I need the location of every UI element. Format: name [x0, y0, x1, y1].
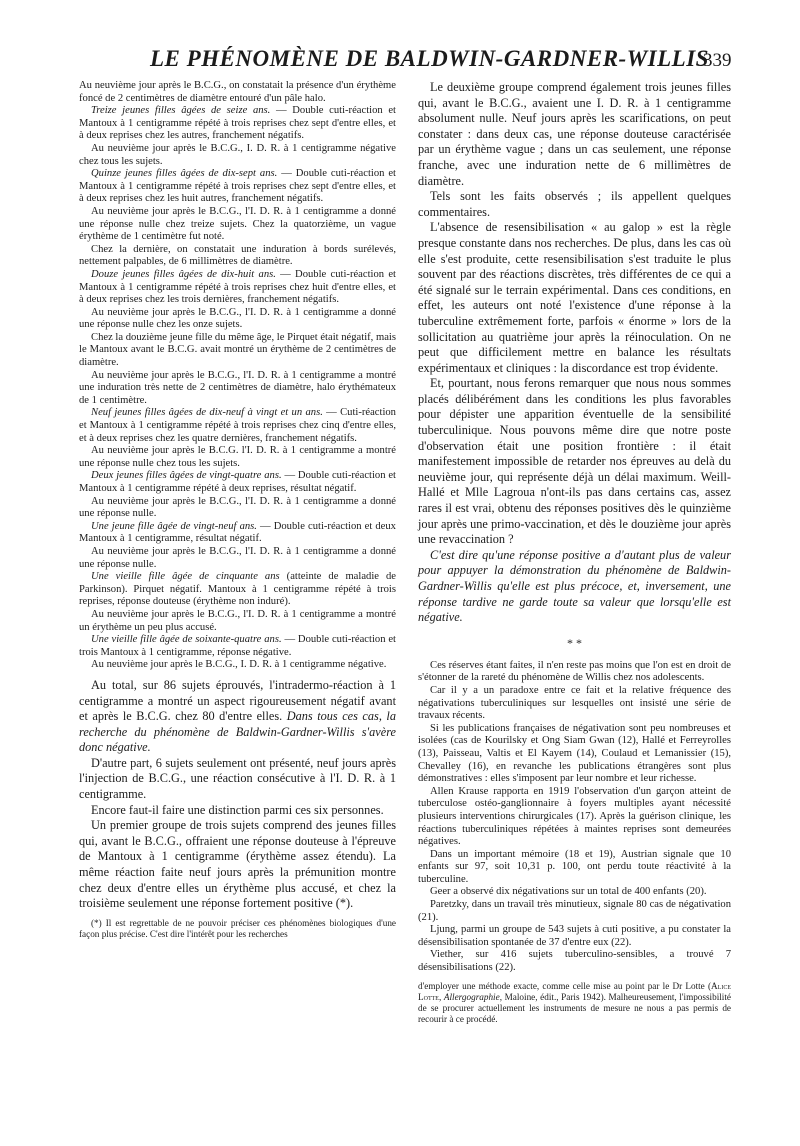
paragraph: Au neuvième jour après le B.C.G. l'I. D. R. à 1 centigramme a montré une réponse nulle chez tous les sujets. [79, 445, 396, 469]
paragraph [79, 678, 396, 756]
paragraph-text: — Cuti-réaction et Mantoux à 1 centigramme répété à trois reprises chez cinq d'entre elles, et à deux reprises chez les quatre dernières, franchement négatifs. [79, 407, 396, 444]
paragraph [79, 634, 396, 659]
paragraph: Viether, sur 416 sujets tuberculino-sensibles, a trouvé 7 désensibilisations (22). [418, 949, 731, 974]
discussion-left [79, 678, 396, 912]
discussion-right [418, 80, 731, 626]
paragraph-text: (atteinte de maladie de Parkinson). Pirquet négatif. Mantoux à 1 centigramme répété à trois reprises, réponse douteuse (érythème non induré). [79, 571, 396, 608]
paragraph: D'autre part, 6 sujets seulement ont présenté, neuf jours après l'injection de B.C.G., une réaction consécutive à l'I. D. R. à 1 centigramme. [79, 755, 396, 802]
paragraph [79, 269, 396, 307]
case-heading: Treize jeunes filles âgées de seize ans. [91, 105, 271, 117]
footnote [79, 918, 396, 940]
paragraph-text: Au total, sur 86 sujets éprouvés, l'intradermo-réaction à 1 centigramme a montré un aspect rigoureusement négatif avant et après le B.C.G. chez 80 d'entre elles. [79, 677, 396, 724]
footnote-text: (*) Il est regrettable de ne pouvoir préciser ces phénomènes biologiques d'une façon plus précise. C'est dire l'intérêt pour les recherches [79, 917, 396, 939]
case-heading: Une vieille fille âgée de cinquante ans [91, 571, 280, 583]
paragraph: Au neuvième jour après le B.C.G., l'I. D. R. à 1 centigramme a montré une induration très nette de 2 centimètres de diamètre, halo érythémateux de 1 centimètre. [79, 369, 396, 406]
paragraph [79, 407, 396, 445]
footnote-text [418, 981, 731, 1025]
paragraph [79, 105, 396, 143]
page-number: 339 [703, 50, 732, 71]
paragraph: Au neuvième jour après le B.C.G., l'I. D. R. à 1 centigramme a montré un érythème un peu plus accusé. [79, 608, 396, 633]
footnote-continuation [418, 981, 731, 1025]
paragraph: Chez la dernière, on constatait une induration à bords surélevés, nettement palpables, de 6 millimètres de diamètre. [79, 243, 396, 268]
paragraph: Car il y a un paradoxe entre ce fait et la relative fréquence des négativations tuberculiniques sur lesquelles ont insisté une série de travaux récents. [418, 684, 731, 722]
paragraph: Le deuxième groupe comprend également trois jeunes filles qui, avant le B.C.G., avaient une I. D. R. à 1 centigramme absolument nulle. Neuf jours après les scarifications, on peut constater : dans deux cas, une réponse douteuse caractérisée par un érythème vague ; dans un cas seulement, une réponse franche, avec une induration nette de 6 millimètres de diamètre. [418, 80, 731, 188]
paragraph-text: — Double cuti-réaction et Mantoux à 1 centigramme répété à trois reprises chez sept d'entre elles, et à deux reprises chez les huit autres, franchement négatifs. [79, 168, 397, 205]
paragraph: Au neuvième jour après le B.C.G., l'I. D. R. à 1 centigramme a donné une réponse nulle chez treize sujets. Chez la quatorzième, un vague érythème de 1 centimètre fut noté. [79, 205, 396, 243]
emphasis-text: Dans tous ces cas, la recherche du phénomène de Baldwin-Gardner-Willis s'avère donc négative. [79, 709, 396, 755]
footnote-segment: , Maloine, édit., Paris 1942). Malheureusement, l'impossibilité de se procurer actuellement les instruments de mesure ne nous a pas permis de recourir à ce procédé. [418, 991, 731, 1024]
case-heading: Quinze jeunes filles âgées de dix-sept ans. [91, 168, 278, 180]
footnote-segment: , [438, 991, 444, 1002]
case-heading: Une jeune fille âgée de vingt-neuf ans. [91, 520, 257, 532]
paragraph: Paretzky, dans un travail très minutieux, signale 80 cas de négativation (21). [418, 899, 731, 923]
literature-review [418, 660, 731, 975]
paragraph: Dans un important mémoire (18 et 19), Austrian signale que 10 enfants sur 97, soit 10,31 p. 100, ont perdu toute réactivité à la tuberculine. [418, 848, 731, 885]
paragraph: Si les publications françaises de négativation sont peu nombreuses et isolées (cas de Kourilsky et Ong Siam Gwan (12), Hallé et Ferreyrolles (13), Paisseau, Valtis et El Kayem (14), Coulaud et Lemanissier (15), Chevalley (16), en revanche les publications étrangères sont plus démonstratives : elles s'imposent par leur nombre et leur richesse. [418, 722, 731, 785]
paragraph-text: — Double cuti-réaction et trois Mantoux à 1 centigramme, réponse négative. [79, 634, 396, 658]
paragraph-text: — Double cuti-réaction et Mantoux à 1 centigramme répété à trois reprises chez sept d'entre elles, et à deux reprises chez les autres, franchement négatifs. [79, 105, 396, 142]
paragraph: Ces réserves étant faites, il n'en reste pas moins que l'on est en droit de s'étonner de la rareté du phénomène de Willis chez nos adolescents. [418, 659, 731, 684]
paragraph: Au neuvième jour après le B.C.G., on constatait la présence d'un érythème foncé de 2 centimètres de diamètre entouré d'un pâle halo. [79, 80, 396, 104]
paragraph: Ljung, parmi un groupe de 543 sujets à cuti positive, a pu constater la désensibilisation spontanée de 37 d'entre eux (22). [418, 924, 731, 948]
paragraph [79, 521, 396, 546]
paragraph: Allen Krause rapporta en 1919 l'observation d'un garçon atteint de tuberculose ostéo-ganglionnaire à foyers multiples ayant nécessité plusieurs interventions chirurgicales (17). Après la guérison clinique, les réactions tuberculiniques répétées à maintes reprises sont demeurées négatives. [418, 785, 731, 848]
paragraph: Geer a observé dix négativations sur un total de 400 enfants (20). [430, 886, 707, 898]
paragraph: Un premier groupe de trois sujets comprend des jeunes filles qui, avant le B.C.G., offraient une réponse douteuse à l'épreuve de Mantoux à 1 centigramme (érythème assez étendu). La même réaction faite neuf jours après la prémunition montre chez deux d'entre elles un érythème plus accusé, et chez la troisième seulement une réponse fortement positive (*). [79, 818, 396, 911]
paragraph-text: — Double cuti-réaction et deux Mantoux à 1 centigramme, résultat négatif. [79, 520, 396, 545]
left-column [79, 80, 396, 940]
paragraph: Au neuvième jour après le B.C.G., l'I. D. R. à 1 centigramme a donné une réponse nulle chez les onze sujets. [79, 306, 396, 331]
paragraph: Au neuvième jour après le B.C.G., l'I. D. R. à 1 centigramme a donné une réponse nulle. [79, 545, 396, 570]
right-column [418, 80, 731, 1025]
paragraph-text: — Double cuti-réaction et Mantoux à 1 centigramme répété à trois reprises chez huit d'entre elles, et à deux reprises chez les trois dernières, franchement négatifs. [79, 268, 396, 306]
paragraph: Au neuvième jour après le B.C.G., I. D. R. à 1 centigramme négative chez tous les sujets. [79, 142, 396, 167]
case-heading: Une vieille fille âgée de soixante-quatre ans. [91, 634, 282, 646]
footnote-segment: d'employer une méthode exacte, comme celle mise au point par le Dr Lotte ( [418, 980, 712, 991]
paragraph [79, 571, 396, 609]
paragraph: L'absence de resensibilisation « au galop » est la règle presque constante dans nos recherches. De plus, dans les cas où elle s'est produite, cette resensibilisation s'est traduite le plus souvent par des réactions discrètes, très différentes de ce qui a été signalé sur le terrain expérimental. Dans ces conditions, en effet, les auteurs ont noté l'existence d'une réponse à la tuberculine extrêmement forte, parfois « énorme » lors de la sollicitation au quatrième jour après la réinoculation. On ne peut que difficilement mettre en balance les résultats expérimentaux et cliniques : la discordance est trop évidente. [418, 220, 731, 375]
paragraph: Chez la douzième jeune fille du même âge, le Pirquet était négatif, mais le Mantoux avant le B.C.G. avait montré un érythème de 2 centimètres de diamètre. [79, 331, 396, 369]
case-reports [79, 80, 396, 672]
paragraph [79, 168, 396, 206]
running-title: LE PHÉNOMÈNE DE BALDWIN-GARDNER-WILLIS [150, 46, 709, 71]
paragraph: Et, pourtant, nous ferons remarquer que nous nous sommes placés délibérément dans les conditions les plus favorables pour dépister une apparition éventuelle de la sensibilité tuberculinique. Nous pouvons même dire que notre poste d'observation était une position frontière : il était manifestement impossible de retarder nos épreuves au delà du neuvième jour, qui représente déjà un délai maximum. Weill-Hallé et Mlle Lagroua n'ont-ils pas dans certains cas, assez rares il est vrai, obtenu des réponses positives dès le quinzième jour après une primo-vaccination, et dès le douzième jour après une revaccination ? [418, 376, 731, 547]
paragraph-text: — Double cuti-réaction et Mantoux à 1 centigramme répété à deux reprises, résultat négatif. [79, 470, 397, 494]
page-header [0, 42, 800, 82]
paragraph [79, 470, 396, 495]
paragraph: Au neuvième jour après le B.C.G., l'I. D. R. à 1 centigramme a donné une réponse nulle. [79, 495, 396, 520]
section-separator: * * [567, 635, 582, 650]
footnote-book-title: Allergographie [443, 991, 500, 1002]
case-heading: Douze jeunes filles âgées de dix-huit ans. [91, 268, 276, 280]
case-heading: Neuf jeunes filles âgées de dix-neuf à vingt et un ans. [91, 407, 323, 419]
case-heading: Deux jeunes filles âgées de vingt-quatre ans. [91, 470, 282, 482]
footnote-author: Alice Lotte [418, 980, 731, 1002]
paragraph: C'est dire qu'une réponse positive a d'autant plus de valeur pour appuyer la démonstration du phénomène de Baldwin-Gardner-Willis qu'elle est plus précoce, et, inversement, une réponse tardive ne garde toute sa valeur que lorsqu'elle est négative. [418, 547, 731, 625]
paragraph: Encore faut-il faire une distinction parmi ces six personnes. [91, 802, 384, 817]
paragraph: Tels sont les faits observés ; ils appellent quelques commentaires. [418, 189, 731, 219]
paragraph: Au neuvième jour après le B.C.G., I. D. R. à 1 centigramme négative. [91, 659, 387, 671]
